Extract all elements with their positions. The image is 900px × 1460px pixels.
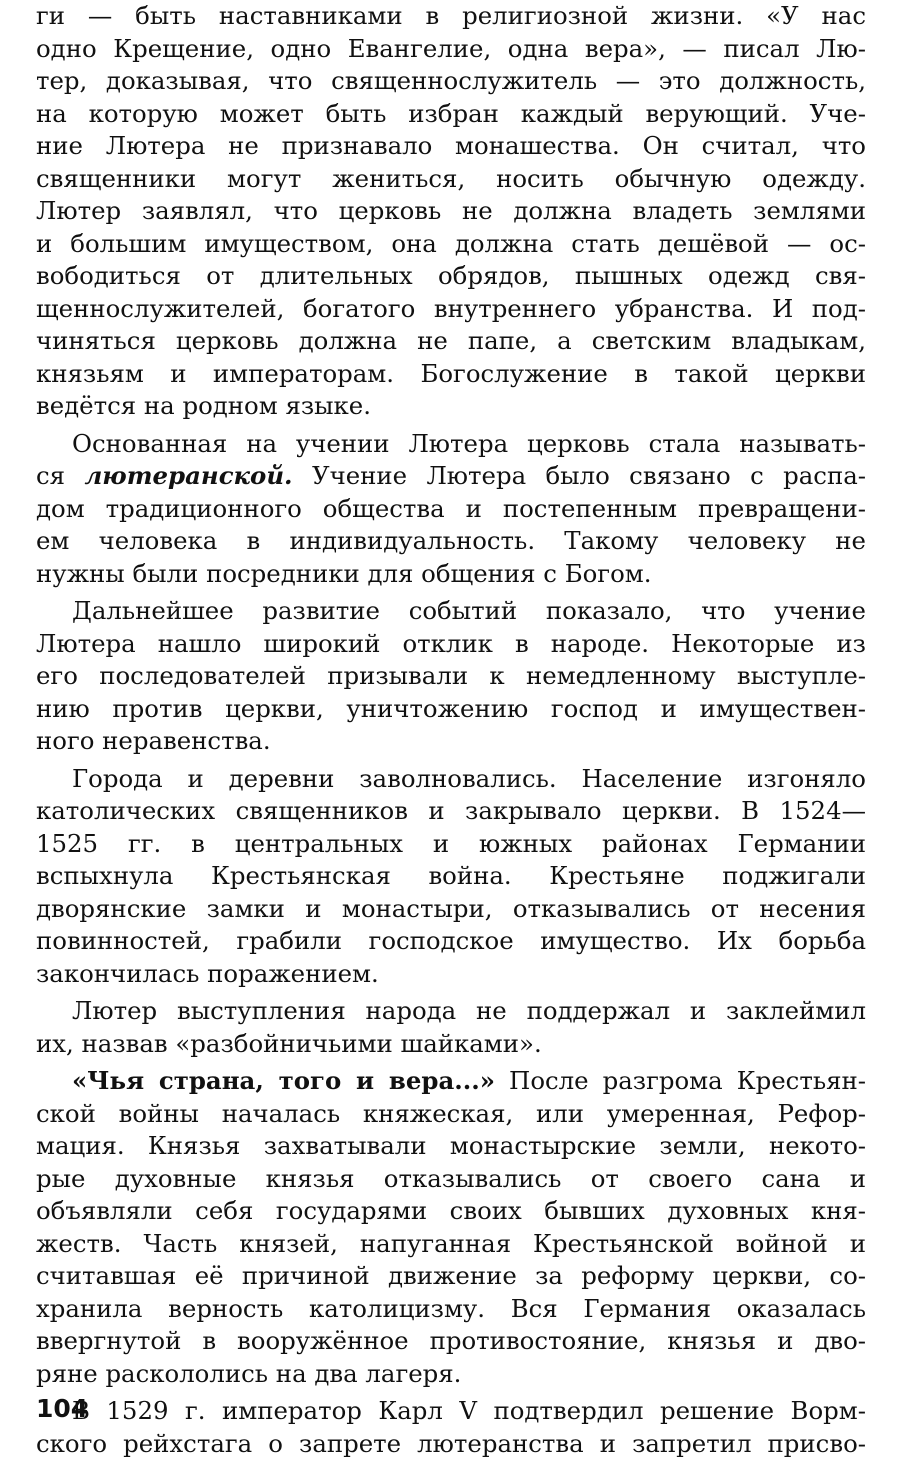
text-line: дом традиционного общества и постепенным превращени-	[36, 493, 866, 526]
text-line: Лютер выступления народа не поддержал и заклеймил	[36, 995, 866, 1028]
text-line: нужны были посредники для общения с Богом.	[36, 558, 866, 591]
text-line: закончилась поражением.	[36, 958, 866, 991]
text-line: ем человека в индивидуальность. Такому человеку не	[36, 525, 866, 558]
page-number: 104	[36, 1394, 88, 1423]
text-line: хранила верность католицизму. Вся Германия оказалась	[36, 1293, 866, 1326]
term-lutheran: лютеранской.	[84, 461, 292, 490]
paragraph-2	[36, 428, 866, 591]
text-line: тер, доказывая, что священнослужитель — это должность,	[36, 65, 866, 98]
paragraph-5	[36, 995, 866, 1060]
text-line: священники могут жениться, носить обычную одежду.	[36, 163, 866, 196]
text-line: ского рейхстага о запрете лютеранства и запретил присво-	[36, 1428, 866, 1460]
text-line: щеннослужителей, богатого внутреннего убранства. И под-	[36, 293, 866, 326]
text-line: В 1529 г. император Карл V подтвердил решение Ворм-	[36, 1395, 866, 1428]
text-line: ской войны началась княжеская, или умеренная, Рефор-	[36, 1098, 866, 1131]
text-line: Города и деревни заволновались. Население изгоняло	[36, 763, 866, 796]
text-line: ние Лютера не признавало монашества. Он считал, что	[36, 130, 866, 163]
text-line: считавшая её причиной движение за реформу церкви, со-	[36, 1260, 866, 1293]
text-line: Лютера нашло широкий отклик в народе. Некоторые из	[36, 628, 866, 661]
text-run: После разгрома Крестьян-	[495, 1066, 866, 1095]
paragraph-4	[36, 763, 866, 991]
text-line: жеств. Часть князей, напуганная Крестьянской войной и	[36, 1228, 866, 1261]
paragraph-7	[36, 1395, 866, 1460]
text-line: мация. Князья захватывали монастырские земли, некото-	[36, 1130, 866, 1163]
paragraph-6	[36, 1065, 866, 1390]
paragraph-3	[36, 595, 866, 758]
text-line: их, назвав «разбойничьими шайками».	[36, 1028, 866, 1061]
paragraph-1	[36, 0, 866, 423]
text-line: Лютер заявлял, что церковь не должна владеть землями	[36, 195, 866, 228]
text-line: ряне раскололись на два лагеря.	[36, 1358, 866, 1391]
text-line-mixed	[36, 1065, 866, 1098]
text-line: ного неравенства.	[36, 725, 866, 758]
text-line: нию против церкви, уничтожению господ и имуществен-	[36, 693, 866, 726]
text-line: 1525 гг. в центральных и южных районах Германии	[36, 828, 866, 861]
text-run: Учение Лютера было связано с распа-	[293, 461, 866, 490]
text-line: чиняться церковь должна не папе, а светским владыкам,	[36, 325, 866, 358]
text-line: Основанная на учении Лютера церковь стала называть-	[36, 428, 866, 461]
text-line: одно Крещение, одно Евангелие, одна вера», — писал Лю-	[36, 33, 866, 66]
text-line: вспыхнула Крестьянская война. Крестьяне поджигали	[36, 860, 866, 893]
text-line: его последователей призывали к немедленному выступле-	[36, 660, 866, 693]
text-line: повинностей, грабили господское имущество. Их борьба	[36, 925, 866, 958]
text-line: Дальнейшее развитие событий показало, что учение	[36, 595, 866, 628]
text-line: объявляли себя государями своих бывших духовных кня-	[36, 1195, 866, 1228]
text-line: на которую может быть избран каждый верующий. Уче-	[36, 98, 866, 131]
text-line-mixed	[36, 460, 866, 493]
text-line: ги — быть наставниками в религиозной жизни. «У нас	[36, 0, 866, 33]
text-run: ся	[36, 461, 65, 490]
text-line: дворянские замки и монастыри, отказывались от несения	[36, 893, 866, 926]
section-heading-inline: «Чья страна, того и вера...»	[72, 1066, 495, 1095]
text-line: католических священников и закрывало церкви. В 1524—	[36, 795, 866, 828]
text-line: рые духовные князья отказывались от своего сана и	[36, 1163, 866, 1196]
text-line: вободиться от длительных обрядов, пышных одежд свя-	[36, 260, 866, 293]
text-line: ввергнутой в вооружённое противостояние, князья и дво-	[36, 1325, 866, 1358]
text-line: и большим имуществом, она должна стать дешёвой — ос-	[36, 228, 866, 261]
text-line: князьям и императорам. Богослужение в такой церкви	[36, 358, 866, 391]
text-line: ведётся на родном языке.	[36, 390, 866, 423]
page-body	[36, 0, 866, 1460]
